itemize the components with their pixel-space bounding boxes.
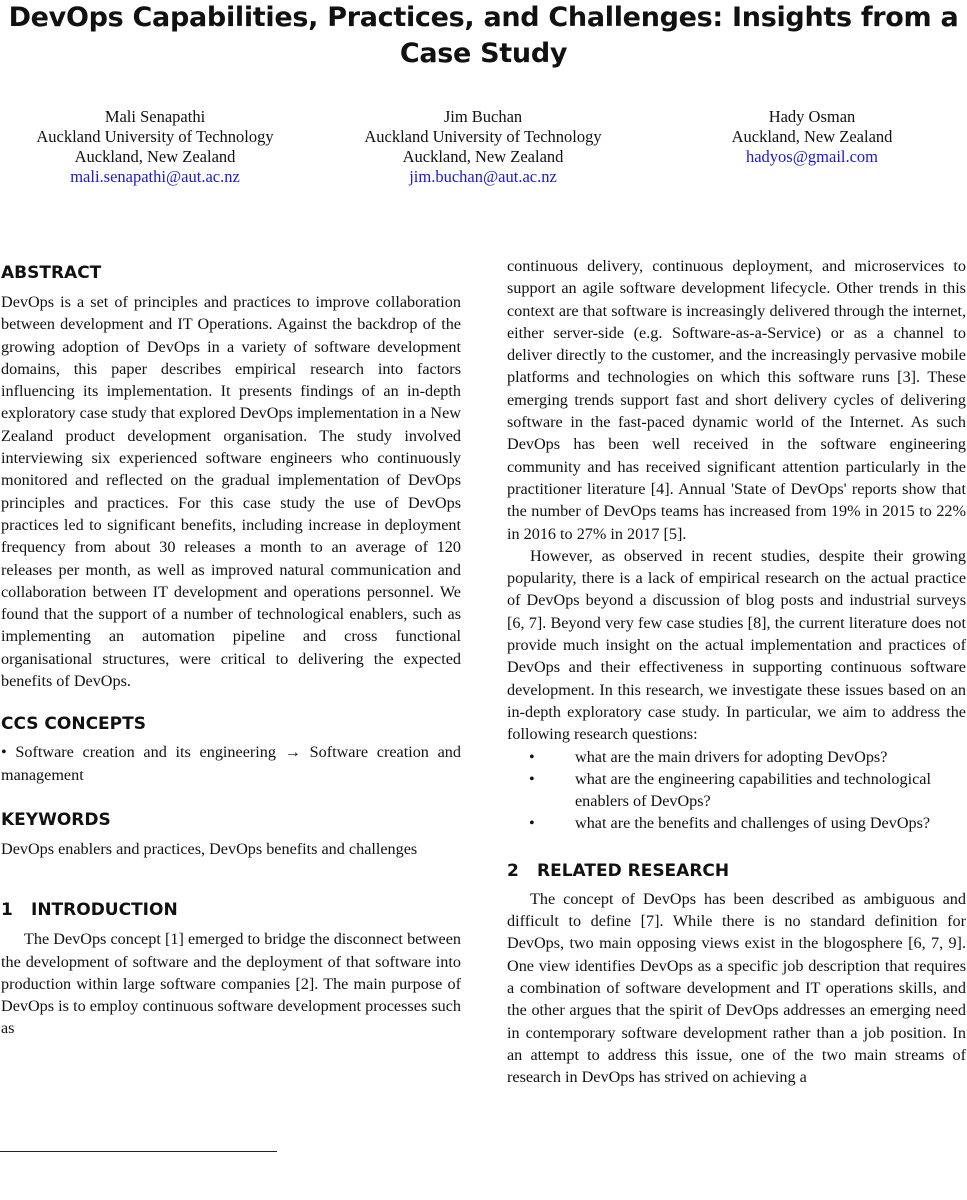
author-email-link[interactable]: mali.senapathi@aut.ac.nz	[70, 167, 240, 186]
author-affiliation: Auckland, New Zealand	[731, 127, 893, 146]
section-number: 1	[1, 900, 13, 921]
author-name: Jim Buchan	[443, 107, 523, 126]
author-location: Auckland, New Zealand	[74, 147, 236, 166]
left-column	[1, 262, 461, 1040]
author-email-link[interactable]: hadyos@gmail.com	[745, 147, 879, 166]
section-number: 2	[507, 860, 519, 881]
author-affiliation: Auckland University of Technology	[36, 127, 274, 146]
introduction-paragraph-continued: continuous delivery, continuous deployment, and microservices to support an agile software development lifecycle. Other trends in this context are that software is increasingly delivered through the internet, either server-side (e.g. Software-as-a-Service) or as a channel to deliver directly to the customer, and the increasingly pervasive mobile platforms and technologies on which this software runs [3]. These emerging trends support fast and short delivery cycles of delivering software in the fast-paced dynamic world of the Internet. As such DevOps has been well received in the software engineering community and has received significant attention particularly in the practitioner literature [4]. Annual 'State of DevOps' reports show that the number of DevOps teams has increased from 19% in 2015 to 22% in 2016 to 27% in 2017 [5].	[507, 257, 966, 543]
introduction-heading	[1, 899, 461, 921]
related-research-paragraph: The concept of DevOps has been described as ambiguous and difficult to define [7]. While there is no standard definition for DevOps, two main opposing views exist in the blogosphere [6, 7, 9]. One view identifies DevOps as a specific job description that requires a combination of software development and IT operations skills, and the other argues that the spirit of DevOps addresses an emerging need in contemporary software development rather than a job position. In an attempt to address this issue, one of the two main streams of research in DevOps has strived on achieving a	[507, 889, 966, 1087]
author-affiliation: Auckland University of Technology	[364, 127, 602, 146]
right-column	[507, 255, 966, 1088]
author-block-3	[657, 107, 967, 167]
keywords-text: DevOps enablers and practices, DevOps benefits and challenges	[1, 839, 418, 858]
bullet: •	[529, 814, 535, 833]
bullet: •	[529, 747, 535, 766]
related-research-heading	[507, 860, 966, 882]
introduction-paragraph: However, as observed in recent studies, despite their growing popularity, there is a lack of empirical research on the actual practice of DevOps beyond a discussion of blog posts and industrial surveys [6, 7]. Beyond very few case studies [8], the current literature does not provide much insight on the actual implementation and practices of DevOps and their effectiveness in supporting continuous software development. In this research, we investigate these issues based on an in-depth exploratory case study. In particular, we aim to address the following research questions:	[507, 546, 966, 744]
section-title: INTRODUCTION	[31, 900, 178, 921]
paper-title: DevOps Capabilities, Practices, and Challenges: Insights from a Case Study	[8, 2, 959, 69]
author-block-2	[328, 107, 638, 187]
list-item: • what are the benefits and challenges of using DevOps?	[507, 812, 966, 834]
ccs-heading: CCS CONCEPTS	[1, 714, 146, 735]
section-title: RELATED RESEARCH	[537, 860, 730, 881]
list-item: • what are the engineering capabilities and technological enablers of DevOps?	[529, 769, 931, 811]
author-name: Hady Osman	[768, 107, 856, 126]
author-block-1	[0, 107, 310, 187]
list-item: • what are the main drivers for adopting DevOps?	[507, 746, 966, 768]
author-name: Mali Senapathi	[104, 107, 206, 126]
abstract-text: DevOps is a set of principles and practices to improve collaboration between development and IT Operations. Against the backdrop of the growing adoption of DevOps in a variety of software development domains, this paper describes empirical research into factors influencing its implementation. It presents findings of an in-depth exploratory case study that explored DevOps implementation in a New Zealand product development organisation. The study involved interviewing six experienced software engineers who continuously monitored and reflected on the gradual implementation of DevOps principles and practices. For this case study the use of DevOps practices led to significant benefits, including increase in deployment frequency from about 30 releases a month to an average of 120 releases per month, as well as improved natural communication and collaboration between IT development and operations personnel. We found that the support of a number of technological enablers, such as implementing an automation pipeline and cross functional organisational structures, were critical to delivering the expected benefits of DevOps.	[1, 293, 461, 691]
research-questions-list	[507, 746, 966, 835]
introduction-paragraph: The DevOps concept [1] emerged to bridge the disconnect between the development of software and the deployment of that software into production within large software companies [2]. The main purpose of DevOps is to employ continuous software development processes such as	[1, 930, 461, 1038]
footnote-divider	[0, 1151, 277, 1152]
bullet: •	[529, 769, 535, 788]
author-email-link[interactable]: jim.buchan@aut.ac.nz	[409, 167, 557, 186]
keywords-heading: KEYWORDS	[1, 809, 111, 830]
author-location: Auckland, New Zealand	[402, 147, 564, 166]
abstract-heading: ABSTRACT	[1, 263, 102, 283]
ccs-text: • Software creation and its engineering → Software creation and management	[1, 743, 461, 784]
